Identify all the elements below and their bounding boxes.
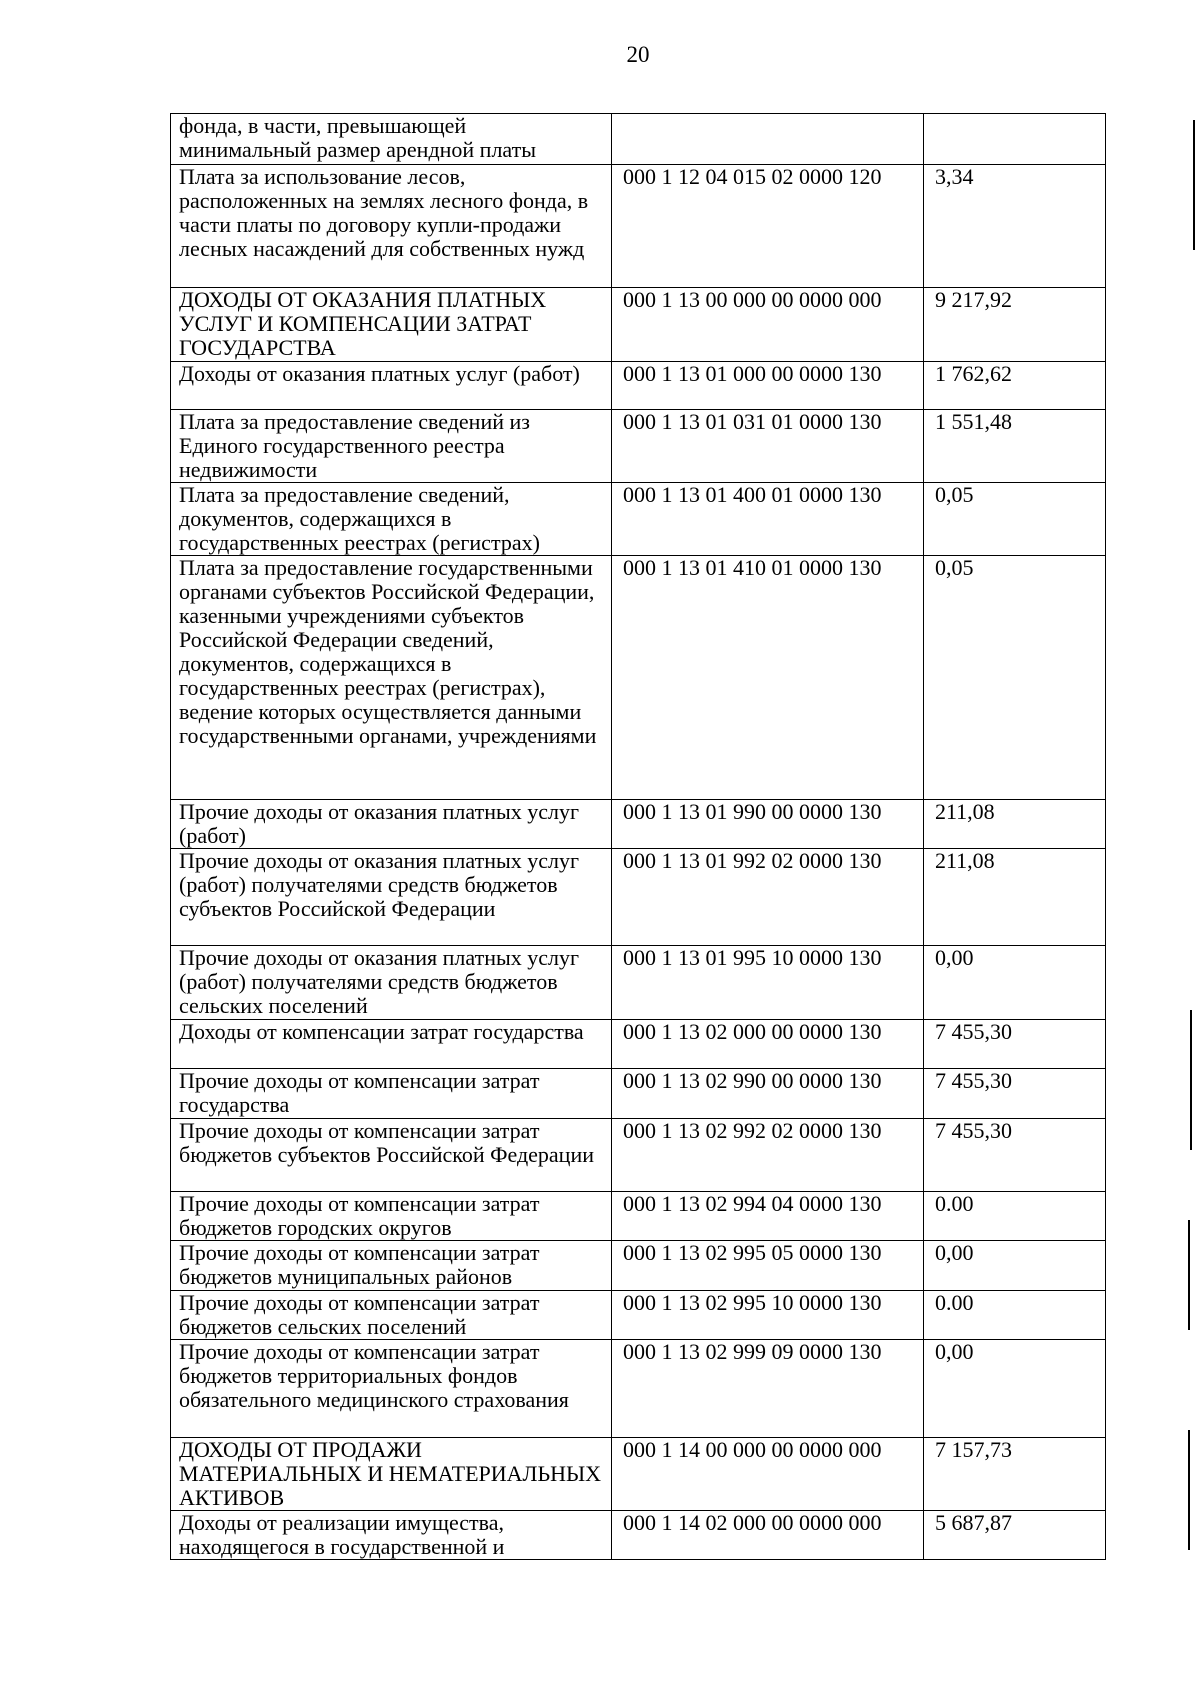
row-name: ДОХОДЫ ОТ ОКАЗАНИЯ ПЛАТНЫХ УСЛУГ И КОМПЕНСАЦИИ ЗАТРАТ ГОСУДАРСТВА [171,288,612,362]
row-name: Прочие доходы от компенсации затрат бюджетов муниципальных районов [171,1241,612,1291]
row-code: 000 1 13 01 031 01 0000 130 [612,410,924,483]
row-amount: 0,00 [924,1241,1106,1291]
table-row [171,362,1106,410]
row-name: Прочие доходы от компенсации затрат бюджетов городских округов [171,1192,612,1241]
scan-artifact [1188,1220,1190,1330]
row-code: 000 1 13 01 995 10 0000 130 [612,946,924,1020]
row-name: Доходы от реализации имущества, находящегося в государственной и [171,1511,612,1560]
table-row [171,1119,1106,1192]
row-amount [924,114,1106,165]
row-code: 000 1 13 01 400 01 0000 130 [612,483,924,556]
row-name: Доходы от компенсации затрат государства [171,1020,612,1069]
scan-artifact [1190,1010,1192,1150]
row-amount: 9 217,92 [924,288,1106,362]
table-row [171,1340,1106,1438]
row-amount: 1 762,62 [924,362,1106,410]
row-code: 000 1 13 01 990 00 0000 130 [612,800,924,849]
row-amount: 3,34 [924,165,1106,288]
row-amount: 0,00 [924,946,1106,1020]
table-row [171,114,1106,165]
table-row [171,165,1106,288]
row-name: Плата за предоставление сведений, документов, содержащихся в государственных реестрах (регистрах) [171,483,612,556]
row-code [612,114,924,165]
row-amount: 0.00 [924,1192,1106,1241]
row-amount: 211,08 [924,849,1106,946]
row-code: 000 1 14 02 000 00 0000 000 [612,1511,924,1560]
row-code: 000 1 13 02 994 04 0000 130 [612,1192,924,1241]
table-row [171,1241,1106,1291]
row-name: Прочие доходы от оказания платных услуг (работ) [171,800,612,849]
row-code: 000 1 13 01 000 00 0000 130 [612,362,924,410]
table-row [171,288,1106,362]
row-code: 000 1 13 02 990 00 0000 130 [612,1069,924,1119]
scan-artifact [1188,1430,1190,1550]
row-name: Прочие доходы от компенсации затрат бюджетов территориальных фондов обязательного медицинского страхования [171,1340,612,1438]
row-name: Плата за использование лесов, расположенных на землях лесного фонда, в части платы по договору купли-продажи лесных насаждений для собственных нужд [171,165,612,288]
table-row [171,1291,1106,1340]
row-amount: 211,08 [924,800,1106,849]
row-code: 000 1 13 02 995 05 0000 130 [612,1241,924,1291]
table-row [171,946,1106,1020]
row-name: Прочие доходы от компенсации затрат государства [171,1069,612,1119]
row-name: Прочие доходы от компенсации затрат бюджетов сельских поселений [171,1291,612,1340]
row-name: Доходы от оказания платных услуг (работ) [171,362,612,410]
row-amount: 7 455,30 [924,1119,1106,1192]
row-code: 000 1 13 02 999 09 0000 130 [612,1340,924,1438]
row-name: Плата за предоставление государственными органами субъектов Российской Федерации, казенными учреждениями субъектов Российской Федерации сведений, документов, содержащихся в государственных реестрах (регистрах), ведение которых осуществляется данными государственными органами, учреждениями [171,556,612,800]
table-row [171,483,1106,556]
row-code: 000 1 13 02 992 02 0000 130 [612,1119,924,1192]
table-row [171,1192,1106,1241]
row-amount: 0,05 [924,483,1106,556]
row-amount: 0,05 [924,556,1106,800]
row-code: 000 1 14 00 000 00 0000 000 [612,1438,924,1511]
row-name: Прочие доходы от оказания платных услуг (работ) получателями средств бюджетов сельских поселений [171,946,612,1020]
row-name: фонда, в части, превышающей минимальный размер арендной платы [171,114,612,165]
table-row [171,1438,1106,1511]
revenue-table [170,113,1106,1560]
table-row [171,800,1106,849]
row-code: 000 1 12 04 015 02 0000 120 [612,165,924,288]
row-amount: 7 157,73 [924,1438,1106,1511]
row-amount: 0,00 [924,1340,1106,1438]
row-amount: 7 455,30 [924,1069,1106,1119]
row-amount: 0.00 [924,1291,1106,1340]
row-name: Прочие доходы от оказания платных услуг (работ) получателями средств бюджетов субъектов Российской Федерации [171,849,612,946]
page-number: 20 [626,42,650,67]
table-row [171,1511,1106,1560]
row-amount: 5 687,87 [924,1511,1106,1560]
row-code: 000 1 13 02 995 10 0000 130 [612,1291,924,1340]
table-row [171,556,1106,800]
scan-artifact [1193,120,1195,250]
table-row [171,410,1106,483]
row-name: Плата за предоставление сведений из Единого государственного реестра недвижимости [171,410,612,483]
row-code: 000 1 13 00 000 00 0000 000 [612,288,924,362]
row-code: 000 1 13 02 000 00 0000 130 [612,1020,924,1069]
row-name: ДОХОДЫ ОТ ПРОДАЖИ МАТЕРИАЛЬНЫХ И НЕМАТЕРИАЛЬНЫХ АКТИВОВ [171,1438,612,1511]
row-code: 000 1 13 01 992 02 0000 130 [612,849,924,946]
table-row [171,849,1106,946]
row-code: 000 1 13 01 410 01 0000 130 [612,556,924,800]
table-row [171,1020,1106,1069]
row-amount: 1 551,48 [924,410,1106,483]
row-name: Прочие доходы от компенсации затрат бюджетов субъектов Российской Федерации [171,1119,612,1192]
table-row [171,1069,1106,1119]
row-amount: 7 455,30 [924,1020,1106,1069]
